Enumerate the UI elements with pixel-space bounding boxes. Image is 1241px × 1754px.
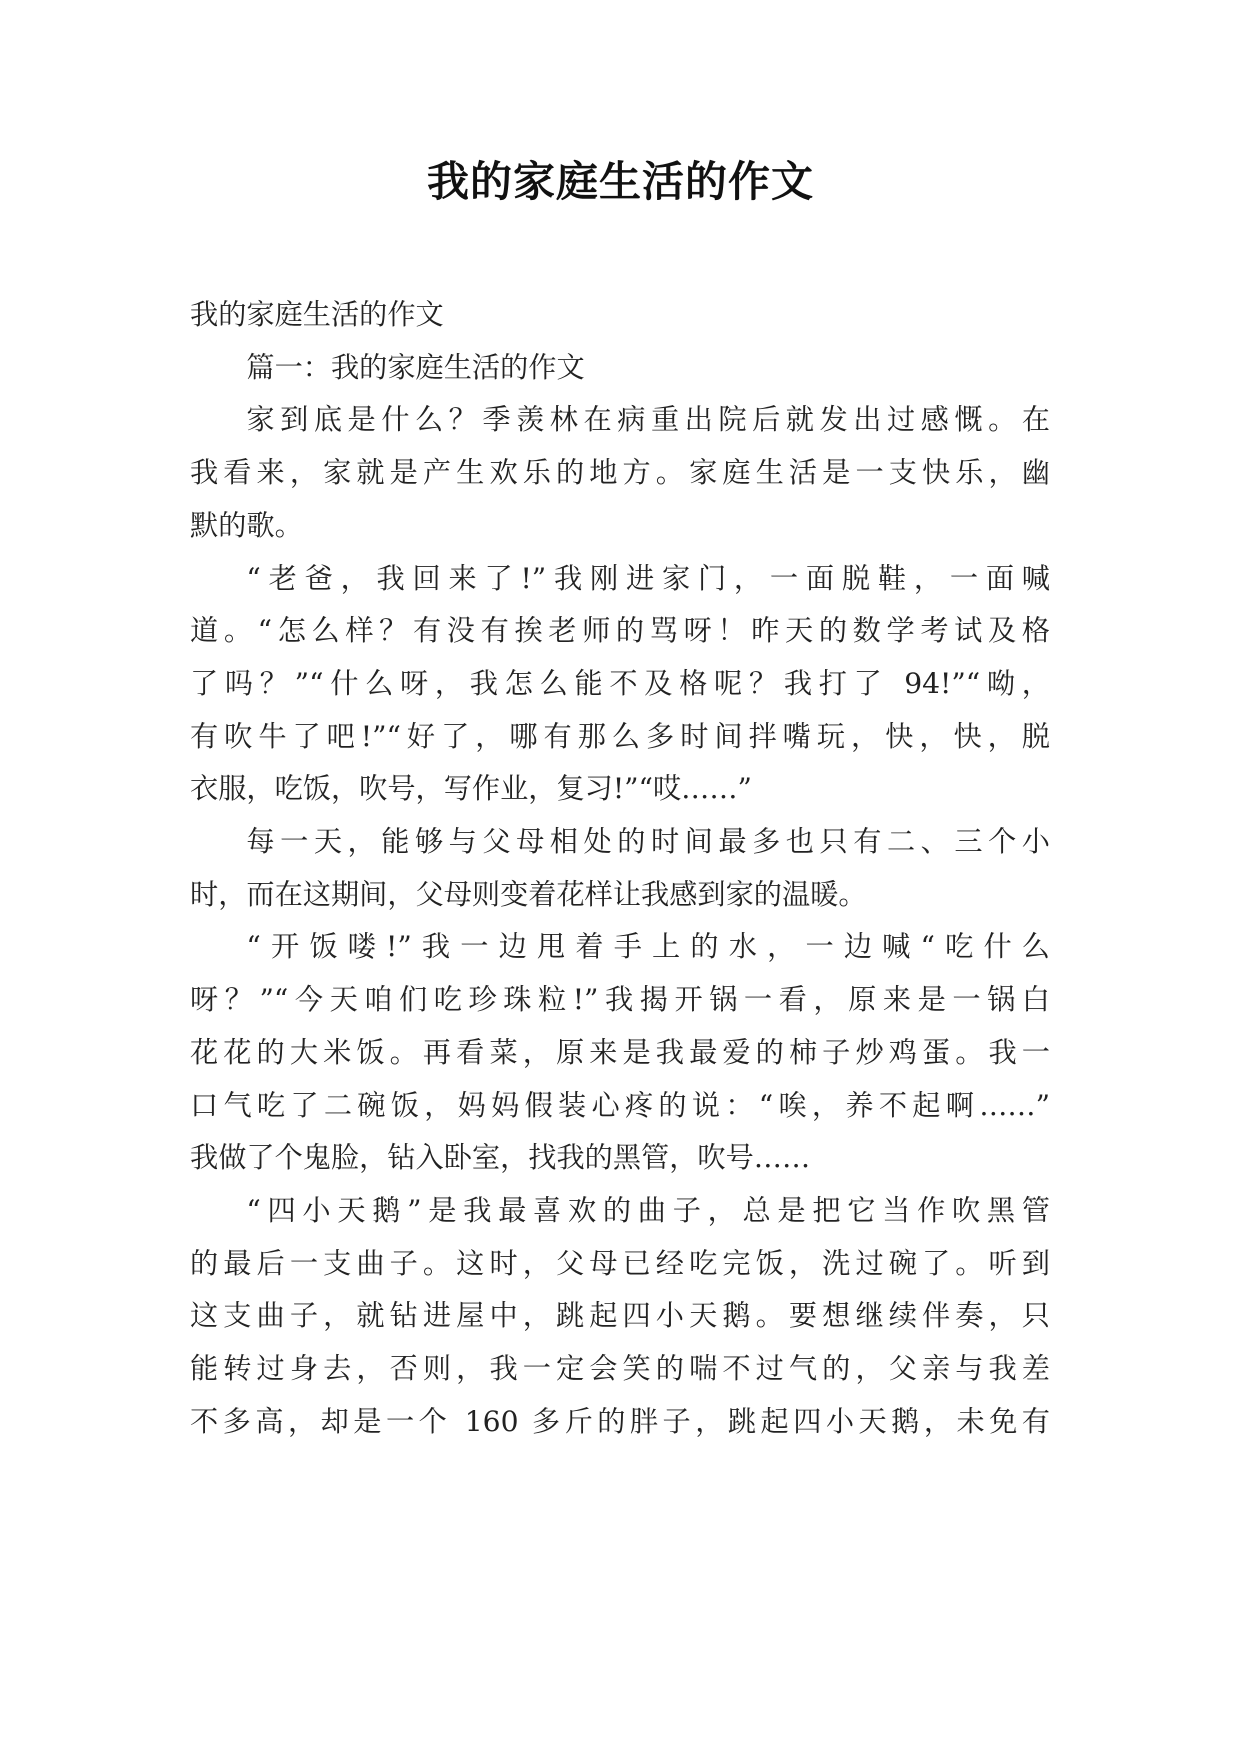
paragraph-line: 这支曲子，就钻进屋中，跳起四小天鹅。要想继续伴奏，只: [190, 1299, 1050, 1333]
paragraph-line: 花花的大米饭。再看菜，原来是我最爱的柿子炒鸡蛋。我一: [190, 1035, 1050, 1069]
paragraph-line: 默的歌。: [190, 508, 303, 542]
subtitle-line: [190, 289, 1050, 342]
paragraph-line: 衣服，吃饭，吹号，写作业，复习!”“哎……”: [190, 772, 752, 806]
subtitle-text: 我的家庭生活的作文: [190, 298, 444, 331]
paragraph-line: 不多高，却是一个 160 多斤的胖子，跳起四小天鹅，未免有: [190, 1404, 1050, 1438]
paragraph-line: “开饭喽!”我一边甩着手上的水，一边喊“吃什么: [246, 930, 1050, 964]
paragraph-line: “四小天鹅”是我最喜欢的曲子，总是把它当作吹黑管: [246, 1193, 1050, 1227]
paragraph-line: 家到底是什么？季羡林在病重出院后就发出过感慨。在: [246, 403, 1050, 437]
paragraph-line: “老爸，我回来了!”我刚进家门，一面脱鞋，一面喊: [246, 561, 1050, 595]
document-body: [190, 289, 1050, 1448]
paragraph-line: 道。“怎么样？有没有挨老师的骂呀！昨天的数学考试及格: [190, 614, 1050, 648]
section-heading: [190, 342, 1050, 395]
paragraph-line: 每一天，能够与父母相处的时间最多也只有二、三个小: [246, 825, 1050, 859]
paragraph-line: 我做了个鬼脸，钻入卧室，找我的黑管，吹号……: [190, 1141, 811, 1175]
section-heading-text: 篇一：我的家庭生活的作文: [246, 350, 585, 384]
paragraph-line: 了吗？”“什么呀，我怎么能不及格呢？我打了 94!”“呦，: [190, 666, 1050, 700]
paragraph-line: 有吹牛了吧!”“好了，哪有那么多时间拌嘴玩，快，快，脱: [190, 719, 1050, 753]
paragraph-1: [190, 394, 1050, 552]
paragraph-3: [190, 816, 1050, 921]
paragraph-line: 的最后一支曲子。这时，父母已经吃完饭，洗过碗了。听到: [190, 1246, 1050, 1280]
paragraph-line: 能转过身去，否则，我一定会笑的喘不过气的，父亲与我差: [190, 1352, 1050, 1386]
paragraph-5: [190, 1185, 1050, 1449]
document-title: 我的家庭生活的作文: [426, 157, 814, 206]
paragraph-line: 我看来，家就是产生欢乐的地方。家庭生活是一支快乐，幽: [190, 456, 1050, 490]
paragraph-4: [190, 921, 1050, 1185]
paragraph-line: 呀？”“今天咱们吃珍珠粒!”我揭开锅一看，原来是一锅白: [190, 983, 1050, 1017]
paragraph-line: 口气吃了二碗饭，妈妈假装心疼的说：“唉，养不起啊……”: [190, 1088, 1050, 1122]
paragraph-2: [190, 553, 1050, 817]
paragraph-line: 时，而在这期间，父母则变着花样让我感到家的温暖。: [190, 877, 867, 911]
